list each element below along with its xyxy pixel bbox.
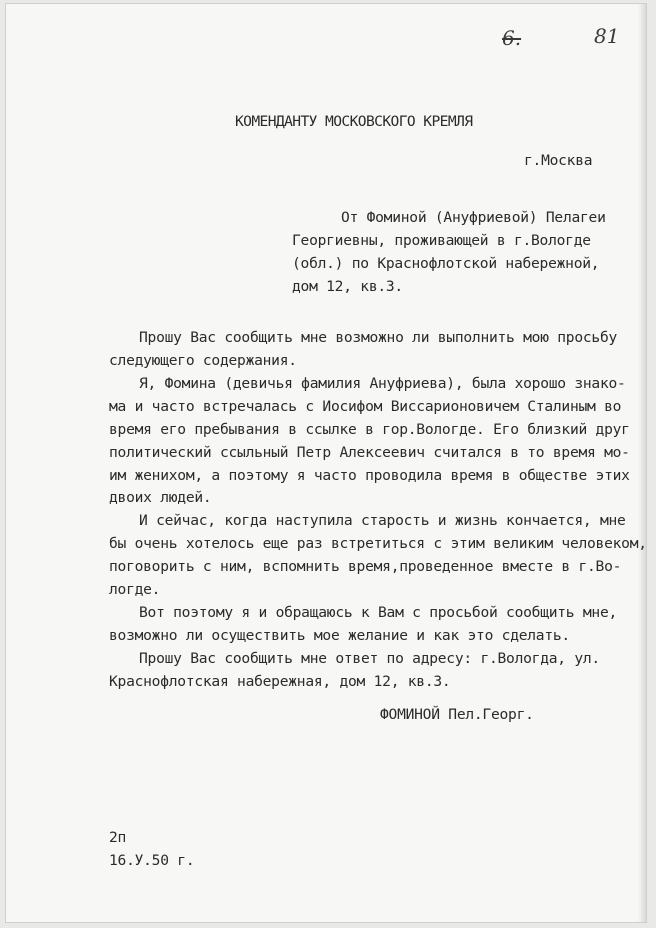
city-line: г.Москва xyxy=(524,152,593,169)
body-line: логде. xyxy=(109,581,161,598)
addressee-heading: КОМЕНДАНТУ МОСКОВСКОГО КРЕМЛЯ xyxy=(235,113,473,130)
document-page xyxy=(6,4,646,922)
sender-line-4: дом 12, кв.3. xyxy=(292,278,403,295)
handwritten-page-number: 81 xyxy=(594,24,620,48)
body-line: ма и часто встречалась с Иосифом Виссарионовичем Сталиным во xyxy=(109,398,622,415)
signature-line: ФОМИНОЙ Пел.Георг. xyxy=(380,706,534,723)
sender-line-2: Георгиевны, проживающей в г.Вологде xyxy=(292,232,591,249)
body-line: Вот поэтому я и обращаюсь к Вам с просьбой сообщить мне, xyxy=(139,604,618,621)
body-line: Прошу Вас сообщить мне возможно ли выполнить мою просьбу xyxy=(139,329,618,346)
body-line: Прошу Вас сообщить мне ответ по адресу: г.Вологда, ул. xyxy=(139,650,600,667)
body-line: политический ссыльный Петр Алексеевич считался в то время мо- xyxy=(109,444,630,461)
sender-line-1: От Фоминой (Ануфриевой) Пелагеи xyxy=(341,209,606,226)
body-line: Я, Фомина (девичья фамилия Ануфриева), была хорошо знако- xyxy=(139,375,626,392)
body-line: поговорить с ним, вспомнить время,проведенное вместе в г.Во- xyxy=(109,558,622,575)
body-line: И сейчас, когда наступила старость и жизнь кончается, мне xyxy=(139,512,626,529)
body-line: следующего содержания. xyxy=(109,352,297,369)
sender-line-3: (обл.) по Краснофлотской набережной, xyxy=(292,255,600,272)
date-line: 16.У.50 г. xyxy=(109,852,195,869)
body-line: двоих людей. xyxy=(109,489,212,506)
body-line: бы очень хотелось еще раз встретиться с этим великим человеком, xyxy=(109,535,647,552)
body-line: возможно ли осуществить мое желание и как это сделать. xyxy=(109,627,570,644)
handwritten-strike-number: 6. xyxy=(502,26,522,50)
copies-note: 2п xyxy=(109,829,127,846)
body-line: время его пребывания в ссылке в гор.Вологде. Его близкий друг xyxy=(109,421,630,438)
page-edge xyxy=(638,4,646,922)
body-line: им женихом, а поэтому я часто проводила время в обществе этих xyxy=(109,467,630,484)
body-line: Краснофлотская набережная, дом 12, кв.3. xyxy=(109,673,451,690)
